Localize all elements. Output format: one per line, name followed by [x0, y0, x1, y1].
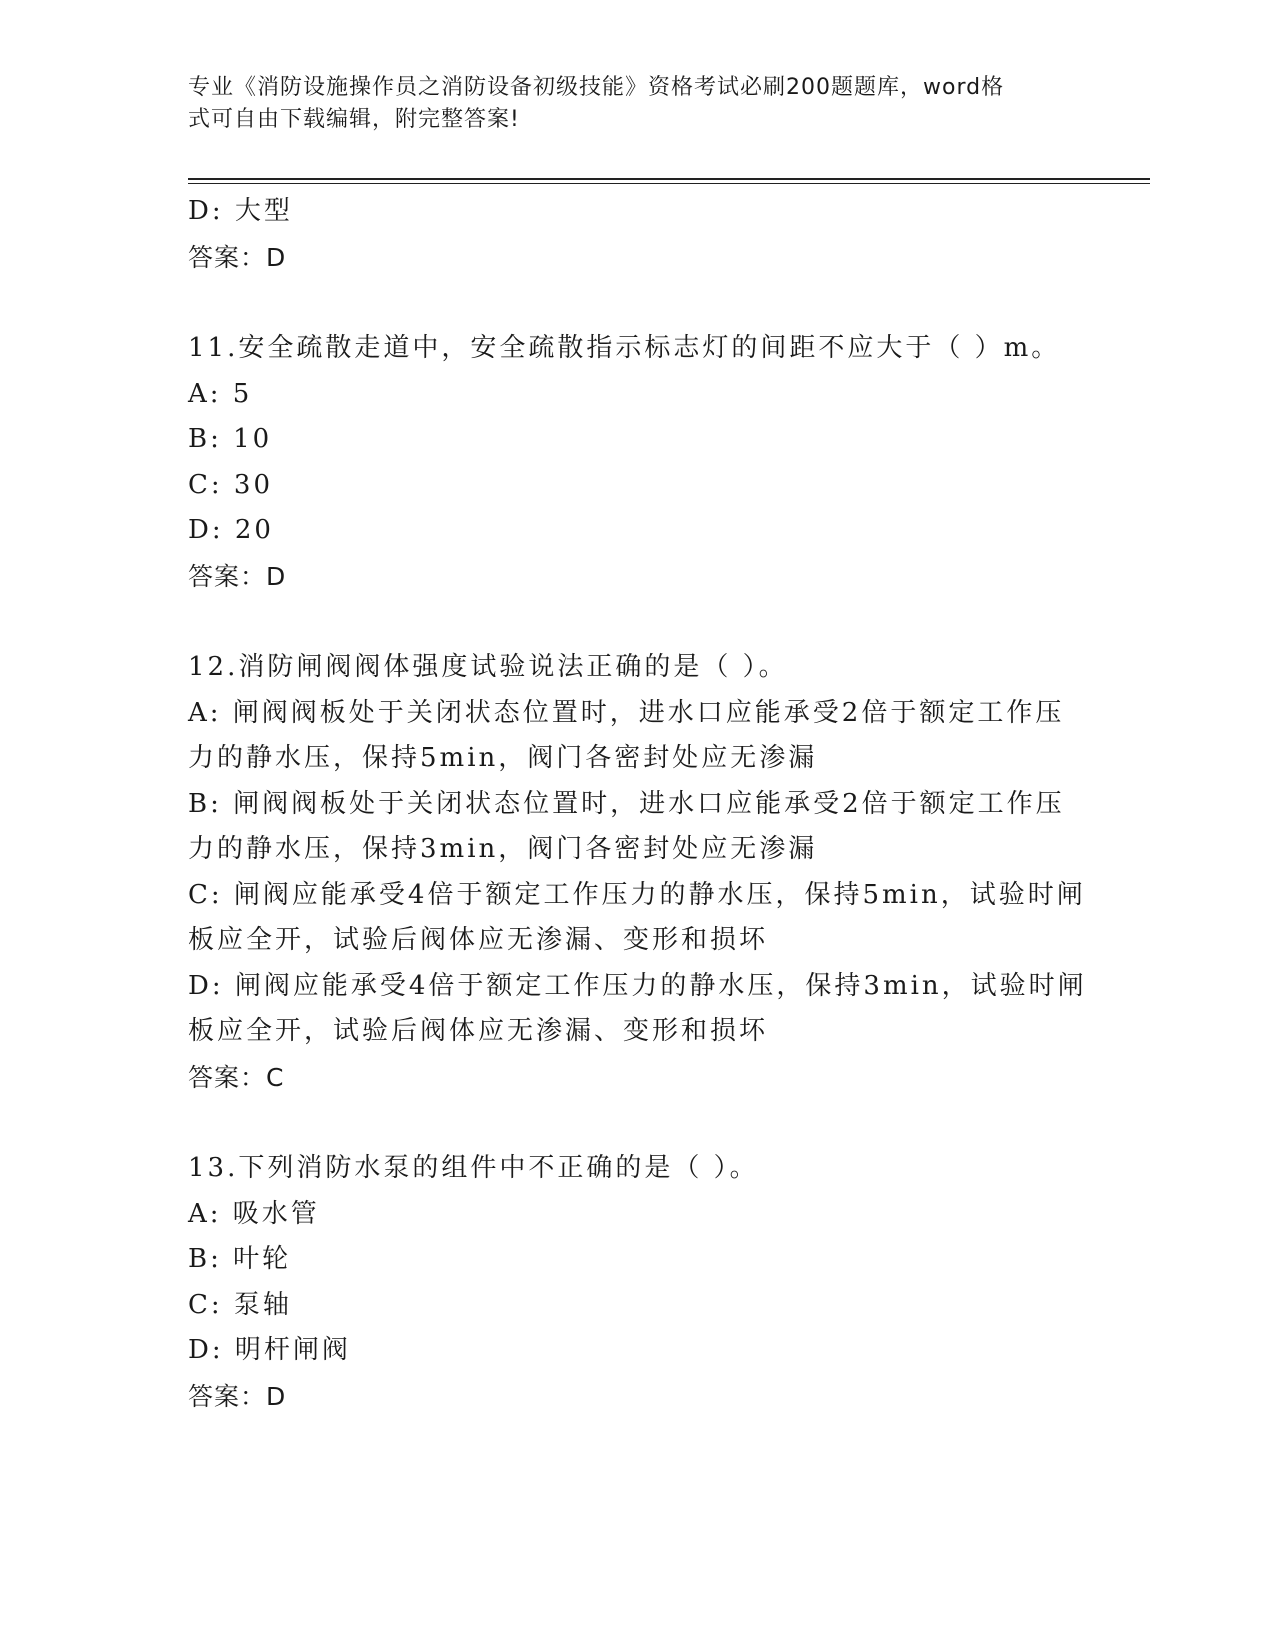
option-a-line-2: 力的静水压，保持5min，阀门各密封处应无渗漏 [188, 743, 818, 773]
question-10-tail [188, 189, 1088, 280]
question-list [188, 189, 1088, 1419]
option-b: B: 叶轮 [188, 1244, 292, 1274]
answer: 答案：D [188, 561, 287, 591]
spacer [188, 280, 1088, 326]
header-divider-thin [188, 183, 1150, 184]
question-stem: 11.安全疏散走道中，安全疏散指示标志灯的间距不应大于（ ）m。 [188, 333, 1061, 363]
question-13 [188, 1146, 1088, 1419]
option-d-line-1: D: 闸阀应能承受4倍于额定工作压力的静水压，保持3min，试验时闸 [188, 970, 1087, 1001]
option-c-line-2: 板应全开，试验后阀体应无渗漏、变形和损坏 [188, 925, 769, 955]
option-a: A: 吸水管 [188, 1198, 320, 1229]
option-a-line-1: A: 闸阀阀板处于关闭状态位置时，进水口应能承受2倍于额定工作压 [188, 697, 1065, 728]
document-header [188, 72, 1068, 136]
header-line-2: 式可自由下载编辑，附完整答案! [188, 107, 520, 132]
option-d: D: 明杆闸阀 [188, 1335, 351, 1365]
header-line-1: 专业《消防设施操作员之消防设备初级技能》资格考试必刷200题题库，word格 [188, 75, 1005, 100]
option-d: D: 大型 [188, 196, 293, 226]
option-b-line-1: B: 闸阀阀板处于关闭状态位置时，进水口应能承受2倍于额定工作压 [188, 788, 1065, 819]
question-11 [188, 326, 1088, 599]
option-c-line-1: C: 闸阀应能承受4倍于额定工作压力的静水压，保持5min，试验时闸 [188, 879, 1086, 910]
question-stem: 13.下列消防水泵的组件中不正确的是（ ）。 [188, 1153, 759, 1183]
header-divider-thick [188, 178, 1150, 180]
spacer [188, 1100, 1088, 1146]
option-c: C: 泵轴 [188, 1289, 292, 1320]
option-b-line-2: 力的静水压，保持3min，阀门各密封处应无渗漏 [188, 834, 818, 864]
option-b: B: 10 [188, 424, 273, 454]
option-a: A: 5 [188, 378, 253, 409]
option-d: D: 20 [188, 515, 274, 545]
answer: 答案：D [188, 242, 287, 272]
option-c: C: 30 [188, 469, 274, 500]
answer: 答案：C [188, 1062, 285, 1092]
spacer [188, 599, 1088, 645]
option-d-line-2: 板应全开，试验后阀体应无渗漏、变形和损坏 [188, 1016, 769, 1046]
answer: 答案：D [188, 1381, 287, 1411]
question-stem: 12.消防闸阀阀体强度试验说法正确的是（ ）。 [188, 652, 788, 682]
question-12 [188, 645, 1088, 1100]
